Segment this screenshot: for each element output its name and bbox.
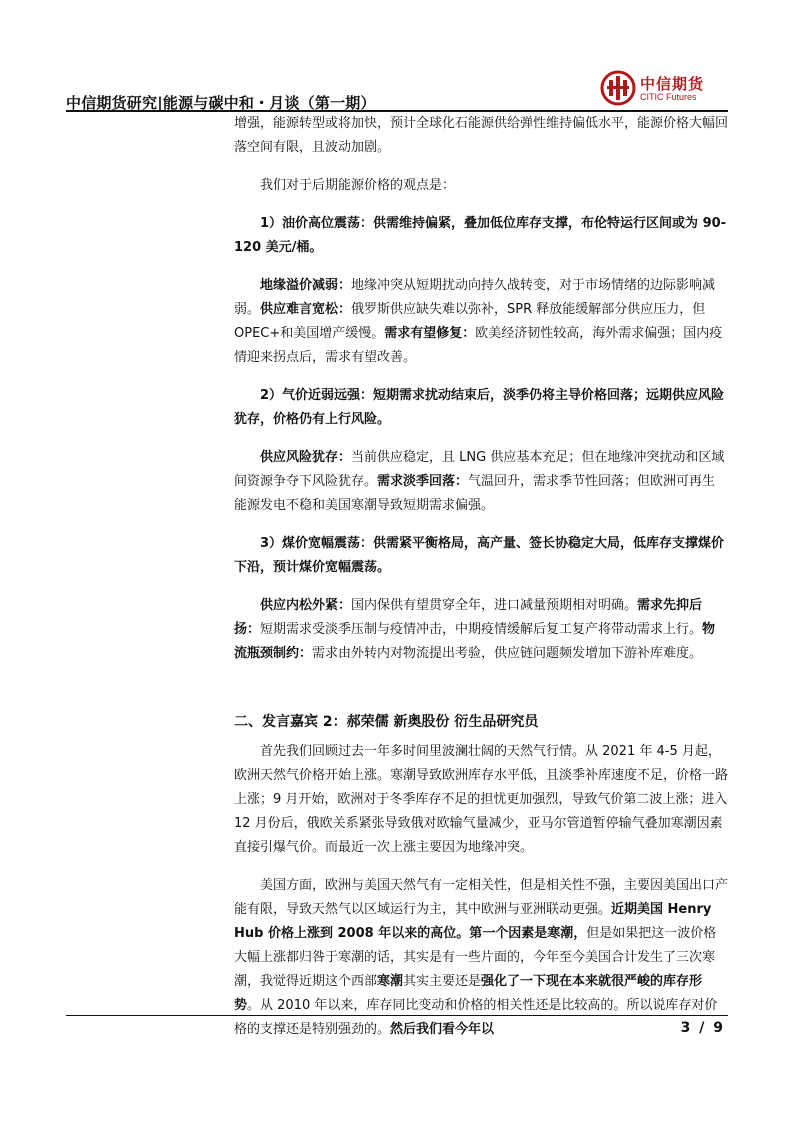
bold-run: 需求有望修复： bbox=[384, 326, 476, 341]
paragraph-continuation: 增强，能源转型或将加快，预计全球化石能源供给弹性维持偏低水平，能源价格大幅回落空间有限，且波动加剧。 bbox=[234, 116, 729, 155]
paragraph-us-gas bbox=[234, 874, 728, 1042]
text-run: 俄罗斯供应缺失难以弥补，SPR 释放能缓解部分供应压力，但 OPEC+和美国增产缓慢。 bbox=[234, 302, 706, 341]
section-heading-speaker-2: 二、发言嘉宾 2：郝荣儒 新奥股份 衍生品研究员 bbox=[234, 714, 539, 730]
citic-futures-logo bbox=[600, 70, 728, 110]
text-run: 国内保供有望贯穿全年，进口减量预期相对明确。 bbox=[351, 598, 638, 613]
paragraph-coal bbox=[234, 594, 728, 666]
text-run: 。从 2010 年以来，库存同比变动和价格的相关性还是比较高的。所以说库存对价格的支撑还是特别强劲的。 bbox=[234, 998, 718, 1037]
text-run: 当前供应稳定，且 LNG 供应基本充足；但在地缘冲突扰动和区域间资源争夺下风险犹存。 bbox=[234, 450, 725, 489]
bold-run: 寒潮 bbox=[377, 974, 404, 989]
citic-logo-icon bbox=[600, 70, 636, 106]
bold-run: 供应风险犹存： bbox=[260, 450, 352, 465]
document-body bbox=[234, 112, 728, 1042]
bold-run: 地缘溢价减弱： bbox=[260, 278, 352, 293]
logo-text-cn: 中信期货 bbox=[640, 75, 705, 93]
report-title: 中信期货研究|能源与碳中和・月谈（第一期） bbox=[66, 94, 376, 112]
bold-run: 然后我们看今年以 bbox=[390, 1022, 495, 1037]
bold-run: 供应难言宽松： bbox=[260, 302, 352, 317]
text-run: 地缘冲突从短期扰动向持久战转变，对于市场情绪的边际影响减弱。 bbox=[234, 278, 716, 317]
text-run: 但是如果把这一波价格大幅上涨都归咎于寒潮的话，其实是有一些片面的，今年至今美国合计发生了三次寒潮，我觉得近期这个西部 bbox=[234, 926, 717, 989]
logo-text-en: CITIC Futures bbox=[640, 92, 697, 102]
paragraph-gas bbox=[234, 446, 728, 518]
bold-run: 物流瓶颈制约： bbox=[234, 622, 716, 661]
paragraph-gas-review: 首先我们回顾过去一年多时间里波澜壮阔的天然气行情。从 2021 年 4-5 月起，欧洲天然气价格开始上涨。寒潮导致欧洲库存水平低，且淡季补库速度不足，价格一路上涨；9 月开始，欧洲对于冬季库存不足的担忧更加强烈，导致气价第二波上涨；进入 12 月份后，俄欧关系紧张导致俄对欧输气量减少，亚马尔管道暂停输气叠加寒潮因素直接引爆气价。而最近一次上涨主要因为地缘冲突。 bbox=[234, 744, 729, 855]
text-run: 短期需求受淡季压制与疫情冲击，中期疫情缓解后复工复产将带动需求上行。 bbox=[260, 622, 703, 637]
page-header bbox=[66, 62, 728, 112]
footer-divider bbox=[66, 1015, 728, 1016]
text-run: 需求由外转内对物流提出考验，供应链问题频发增加下游补库难度。 bbox=[312, 646, 703, 661]
bold-run: 强化了一下现在本来就很严峻的库存形势 bbox=[234, 974, 703, 1013]
text-run: 气温回升，需求季节性回落；但欧洲可再生能源发电不稳和美国寒潮导致短期需求偏强。 bbox=[234, 474, 716, 513]
paragraph-intro: 我们对于后期能源价格的观点是： bbox=[260, 178, 456, 193]
text-run: 欧美经济韧性较高，海外需求偏强；国内疫情迎来拐点后，需求有望改善。 bbox=[234, 326, 723, 365]
paragraph-oil bbox=[234, 274, 728, 370]
bold-run: 需求先抑后扬： bbox=[234, 598, 703, 637]
page-number: 3 / 9 bbox=[680, 1020, 725, 1036]
heading-coal: 3）煤价宽幅震荡：供需紧平衡格局，高产量、签长协稳定大局，低库存支撑煤价下沿，预计煤价宽幅震荡。 bbox=[234, 536, 725, 575]
text-run: 美国方面，欧洲与美国天然气有一定相关性，但是相关性不强，主要因美国出口产能有限，导致天然气以区域运行为主，其中欧洲与亚洲联动更强。 bbox=[234, 878, 729, 917]
heading-gas: 2）气价近弱远强：短期需求扰动结束后，淡季仍将主导价格回落；远期供应风险犹存，价格仍有上行风险。 bbox=[234, 388, 725, 427]
bold-run: 需求淡季回落： bbox=[377, 474, 469, 489]
text-run: 其实主要还是 bbox=[403, 974, 482, 989]
bold-run: 近期美国 Henry Hub 价格上涨到 2008 年以来的高位。第一个因素是寒潮， bbox=[234, 902, 712, 941]
heading-oil: 1）油价高位震荡：供需维持偏紧，叠加低位库存支撑，布伦特运行区间或为 90-120 美元/桶。 bbox=[234, 216, 727, 255]
bold-run: 供应内松外紧： bbox=[260, 598, 352, 613]
